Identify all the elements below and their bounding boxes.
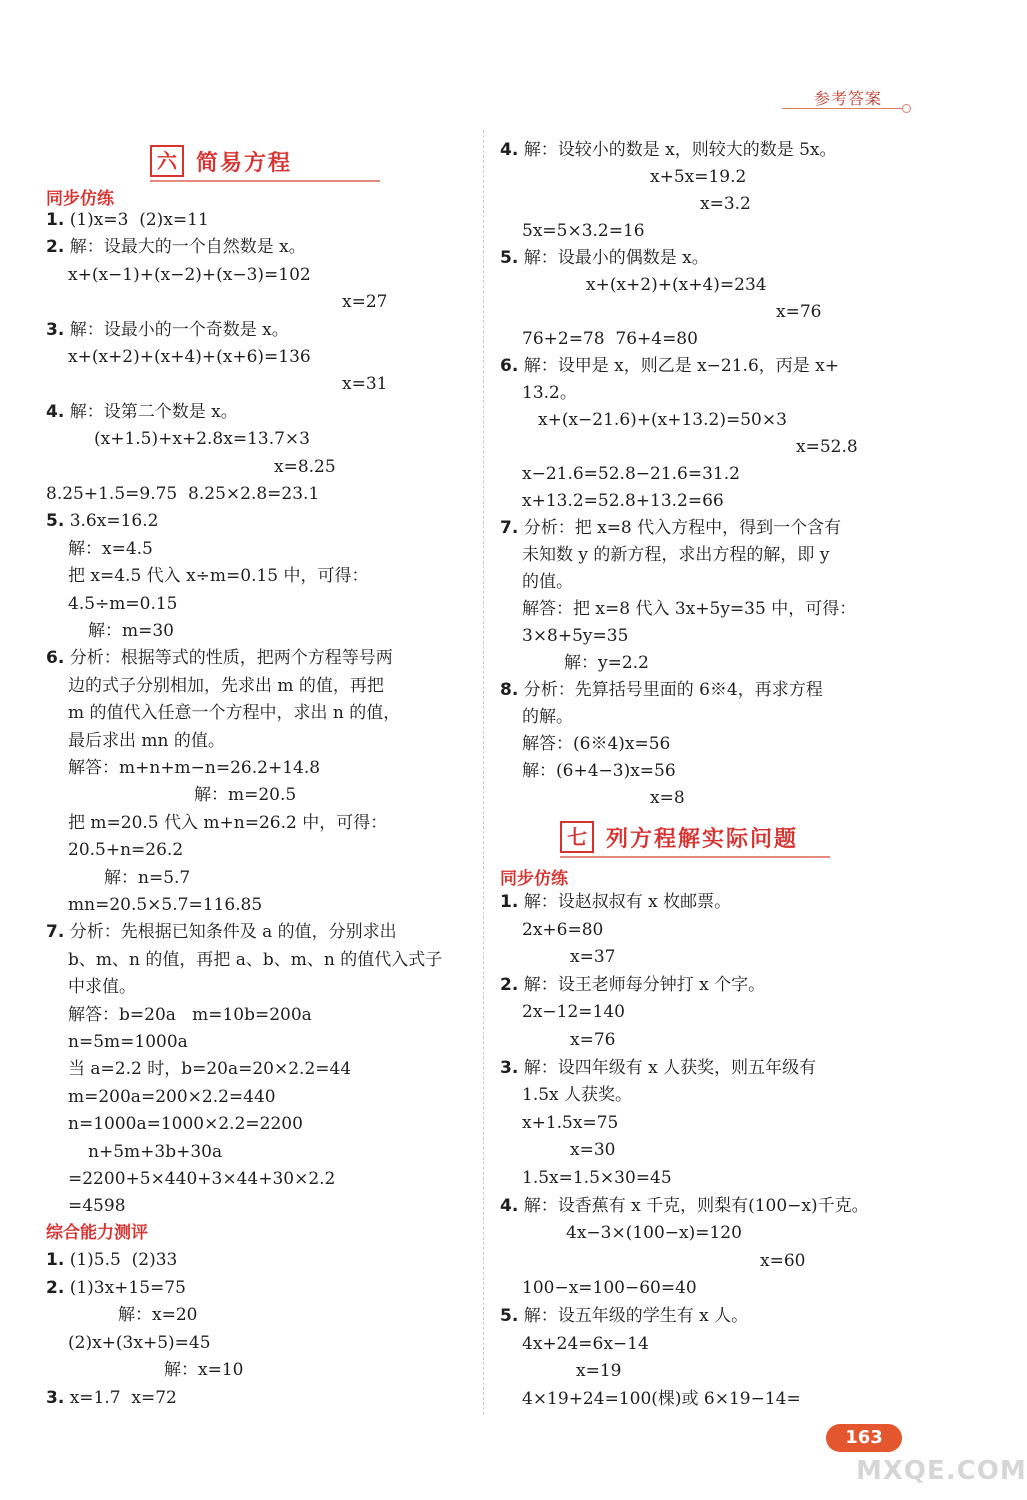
answer-text: (x+1.5)+x+2.8x=13.7×3: [94, 429, 310, 450]
section-title: 同步仿练: [46, 189, 114, 209]
answer-line: [68, 838, 183, 862]
answer-text: 100−x=100−60=40: [522, 1278, 697, 1299]
answer-text: 4.5÷m=0.15: [68, 593, 178, 614]
answer-text: x+(x−1)+(x−2)+(x−3)=102: [68, 264, 311, 285]
answer-line: [88, 619, 174, 643]
answer-text: 最后求出 mn 的值。: [68, 730, 225, 751]
answer-line: [88, 1140, 222, 1164]
question-number: 3.: [500, 1057, 519, 1078]
question-number: 7.: [46, 922, 65, 943]
answer-line: [500, 354, 839, 378]
answer-line: [522, 705, 573, 729]
question-number: 5.: [500, 248, 519, 268]
question-number: 6.: [46, 648, 65, 669]
answer-text: x=19: [576, 1361, 622, 1382]
answer-text: 解：设五年级的学生有 x 人。: [518, 1306, 749, 1326]
answer-text: x+1.5x=75: [522, 1112, 619, 1133]
answer-text: 把 m=20.5 代入 m+n=26.2 中，可得：: [68, 812, 388, 833]
answer-line: [538, 408, 787, 432]
answer-line: [522, 1111, 618, 1135]
answer-line: [164, 1358, 243, 1382]
answer-line: [500, 1304, 748, 1328]
question-number: 1.: [500, 892, 519, 912]
answer-line: [68, 564, 369, 588]
answer-line: [46, 482, 319, 506]
answer-line: [522, 219, 645, 243]
question-number: 2.: [46, 237, 65, 258]
answer-line: [522, 624, 628, 648]
watermark-text: MXQE.COM: [856, 1456, 1027, 1486]
answer-line: [68, 1112, 303, 1136]
answer-line: [68, 592, 178, 616]
answer-text: 分析：先算括号里面的 6※4，再求方程: [518, 680, 823, 700]
answer-text: x=1.7 x=72: [64, 1388, 177, 1408]
answer-text: 4×19+24=100(棵)或 6×19−14=: [522, 1388, 801, 1409]
answer-line: [500, 1056, 816, 1080]
answer-line: [700, 192, 751, 216]
answer-text: 2x−12=140: [522, 1002, 625, 1023]
answer-text: b、m、n 的值，再把 a、b、m、n 的值代入式子: [68, 949, 443, 970]
answer-line: [522, 543, 829, 567]
answer-line: [68, 729, 225, 753]
answer-text: 解：y=2.2: [564, 653, 649, 673]
chapter-number: 七: [560, 821, 594, 853]
answer-line: [46, 920, 397, 944]
answer-text: 解答：(6※4)x=56: [522, 734, 671, 754]
answer-text: x+13.2=52.8+13.2=66: [522, 491, 724, 511]
answer-line: [68, 756, 320, 780]
answer-line: [94, 427, 310, 451]
answer-text: 3.6x=16.2: [64, 511, 159, 532]
answer-line: [522, 489, 724, 513]
answer-text: mn=20.5×5.7=116.85: [68, 895, 263, 915]
answer-text: 解答：m+n+m−n=26.2+14.8: [68, 758, 321, 778]
answer-line: [46, 509, 158, 533]
question-number: 3.: [46, 319, 65, 340]
answer-line: [570, 945, 615, 969]
answer-text: x+(x−21.6)+(x+13.2)=50×3: [538, 410, 787, 430]
chapter-underline: [560, 856, 830, 858]
answer-text: 13.2。: [522, 383, 577, 403]
answer-text: 解答：b=20a m=10b=200a: [68, 1004, 312, 1025]
answer-text: x=30: [570, 1140, 616, 1161]
answer-text: =2200+5×440+3×44+30×2.2: [68, 1169, 336, 1189]
answer-line: [570, 1028, 615, 1052]
answer-text: 解：设四年级有 x 人获奖，则五年级有: [518, 1057, 817, 1078]
answer-line: [500, 678, 823, 702]
answer-line: [500, 973, 765, 997]
answer-text: 3×8+5y=35: [522, 626, 629, 646]
answer-text: =4598: [68, 1196, 126, 1217]
answer-line: [522, 597, 856, 621]
answer-line: [68, 811, 387, 835]
chapter-title: 简易方程: [196, 149, 293, 176]
answer-text: m=200a=200×2.2=440: [68, 1086, 276, 1107]
answer-text: 解：m=20.5: [194, 785, 297, 806]
answer-text: (1)x=3 (2)x=11: [64, 210, 209, 230]
answer-text: 解：n=5.7: [104, 867, 191, 888]
question-number: 3.: [46, 1388, 65, 1408]
answer-text: 解：设最小的一个奇数是 x。: [64, 319, 289, 340]
question-number: 5.: [500, 1306, 519, 1326]
answer-text: 解：设甲是 x，则乙是 x−21.6，丙是 x+: [518, 356, 840, 376]
answer-line: [46, 400, 238, 424]
answer-text: x=3.2: [700, 194, 751, 214]
answer-text: 分析：根据等式的性质，把两个方程等号两: [64, 648, 393, 669]
question-number: 4.: [500, 140, 519, 160]
answer-line: [776, 300, 821, 324]
answer-line: [68, 1003, 312, 1027]
answer-text: 解：设最小的偶数是 x。: [518, 248, 709, 268]
answer-text: x=76: [776, 302, 822, 322]
answer-text: 解答：把 x=8 代入 3x+5y=35 中，可得：: [522, 599, 857, 619]
answer-text: (1)3x+15=75: [64, 1277, 186, 1298]
question-number: 1.: [46, 1250, 65, 1270]
question-number: 8.: [500, 680, 519, 700]
answer-text: x=76: [570, 1030, 616, 1050]
answer-text: n+5m+3b+30a: [88, 1141, 223, 1162]
header-dot: [902, 104, 911, 113]
answer-text: x=8: [650, 788, 685, 808]
answer-text: (2)x+(3x+5)=45: [68, 1332, 211, 1353]
answer-text: 当 a=2.2 时，b=20a=20×2.2=44: [68, 1059, 352, 1080]
answer-line: [46, 1386, 177, 1410]
answer-line: [522, 327, 698, 351]
answer-line: [570, 1138, 615, 1162]
answer-line: [522, 759, 676, 783]
answer-text: 4x−3×(100−x)=120: [566, 1223, 742, 1244]
answer-text: x−21.6=52.8−21.6=31.2: [522, 464, 740, 484]
answer-line: [68, 1030, 188, 1054]
chapter-number: 六: [150, 145, 184, 177]
header-rule: [782, 108, 906, 109]
answer-text: 未知数 y 的新方程，求出方程的解，即 y: [522, 545, 830, 565]
answer-line: [522, 1083, 632, 1107]
answer-line: [68, 674, 384, 698]
answer-line: [68, 1057, 351, 1081]
answer-text: 解：设最大的一个自然数是 x。: [64, 237, 306, 258]
answer-line: [46, 646, 393, 670]
question-number: 4.: [46, 401, 65, 422]
question-number: 7.: [500, 518, 519, 538]
answer-line: [118, 1303, 197, 1327]
answer-line: [522, 918, 603, 942]
answer-line: [342, 372, 387, 396]
answer-text: x=52.8: [796, 437, 858, 457]
answer-text: 20.5+n=26.2: [68, 840, 184, 861]
answer-text: 5x=5×3.2=16: [522, 221, 645, 241]
answer-text: 4x+24=6x−14: [522, 1333, 649, 1354]
answer-text: 解：设香蕉有 x 千克，则梨有(100−x)千克。: [518, 1195, 869, 1216]
answer-line: [522, 570, 573, 594]
answer-line: [342, 290, 387, 314]
answer-line: [68, 537, 153, 561]
answer-line: [68, 948, 442, 972]
answer-text: x=60: [760, 1250, 806, 1271]
answer-text: 解：设赵叔叔有 x 枚邮票。: [518, 892, 732, 912]
header-label: 参考答案: [814, 89, 883, 108]
answer-line: [522, 1000, 625, 1024]
answer-line: [68, 893, 262, 917]
answer-line: [566, 1221, 742, 1245]
answer-line: [274, 455, 336, 479]
answer-line: [522, 1387, 801, 1411]
answer-text: 边的式子分别相加，先求出 m 的值，再把: [68, 675, 384, 696]
answer-line: [68, 1085, 276, 1109]
chapter-heading-six: [150, 144, 292, 178]
answer-text: n=5m=1000a: [68, 1032, 188, 1052]
answer-line: [522, 1166, 672, 1190]
answer-text: 的解。: [522, 707, 573, 727]
answer-line: [68, 263, 311, 287]
answer-line: [68, 345, 311, 369]
answer-text: 2x+6=80: [522, 919, 604, 940]
answer-line: [522, 381, 577, 405]
answer-text: x=37: [570, 947, 616, 968]
answer-text: 分析：先根据已知条件及 a 的值，分别求出: [64, 922, 397, 943]
answer-text: 1.5x=1.5×30=45: [522, 1168, 672, 1188]
question-number: 1.: [46, 210, 65, 230]
answer-text: (1)5.5 (2)33: [64, 1250, 178, 1270]
answer-line: [522, 1276, 697, 1300]
answer-line: [46, 318, 289, 342]
answer-line: [522, 732, 670, 756]
answer-line: [760, 1249, 805, 1273]
answer-text: x=8.25: [274, 456, 336, 477]
answer-text: 76+2=78 76+4=80: [522, 329, 698, 349]
question-number: 2.: [500, 974, 519, 995]
answer-line: [68, 701, 400, 725]
page-number: 163: [826, 1424, 902, 1452]
answer-line: [522, 1332, 649, 1356]
chapter-underline: [150, 180, 380, 182]
answer-text: 解：m=30: [88, 621, 174, 641]
answer-line: [46, 235, 306, 259]
answer-line: [500, 516, 841, 540]
answer-text: x+(x+2)+(x+4)=234: [586, 275, 767, 295]
answer-text: x+5x=19.2: [650, 167, 747, 187]
answer-line: [796, 435, 858, 459]
question-number: 4.: [500, 1195, 519, 1216]
section-title: 综合能力测评: [46, 1223, 148, 1243]
answer-line: [500, 1194, 869, 1218]
answer-line: [650, 165, 746, 189]
answer-text: n=1000a=1000×2.2=2200: [68, 1114, 303, 1135]
answer-text: 解：设王老师每分钟打 x 个字。: [518, 974, 766, 995]
answer-line: [500, 138, 837, 162]
answer-line: [68, 1331, 211, 1355]
chapter-title: 列方程解实际问题: [606, 825, 799, 852]
answer-line: [586, 273, 767, 297]
question-number: 5.: [46, 511, 65, 532]
answer-line: [576, 1359, 621, 1383]
answer-text: x+(x+2)+(x+4)+(x+6)=136: [68, 347, 311, 367]
answer-text: 解：x=10: [164, 1360, 244, 1381]
answer-line: [564, 651, 649, 675]
answer-line: [68, 1194, 126, 1218]
question-number: 6.: [500, 356, 519, 376]
answer-line: [68, 975, 136, 999]
answer-text: m 的值代入任意一个方程中，求出 n 的值，: [68, 703, 401, 724]
answer-text: 解：设第二个数是 x。: [64, 401, 238, 422]
answer-line: [46, 208, 209, 232]
answer-text: 把 x=4.5 代入 x÷m=0.15 中，可得：: [68, 566, 369, 587]
answer-text: x=27: [342, 292, 388, 313]
answer-text: 解：(6+4−3)x=56: [522, 761, 676, 781]
answer-text: 解：x=4.5: [68, 538, 153, 559]
answer-line: [522, 462, 740, 486]
answer-line: [68, 1167, 335, 1191]
answer-line: [46, 1248, 177, 1272]
answer-line: [500, 890, 731, 914]
answer-text: 8.25+1.5=9.75 8.25×2.8=23.1: [46, 484, 320, 504]
answer-text: 中求值。: [68, 977, 136, 998]
answer-text: x=31: [342, 374, 388, 395]
answer-text: 解：设较小的数是 x，则较大的数是 5x。: [518, 140, 837, 160]
section-title: 同步仿练: [500, 869, 568, 889]
answer-line: [500, 246, 709, 270]
question-number: 2.: [46, 1277, 65, 1298]
column-divider: [483, 130, 484, 1415]
chapter-heading-seven: [560, 820, 798, 854]
answer-line: [104, 866, 190, 890]
answer-line: [650, 786, 685, 810]
answer-line: [46, 1276, 186, 1300]
answer-text: 解：x=20: [118, 1305, 198, 1326]
answer-text: 1.5x 人获奖。: [522, 1085, 633, 1106]
answer-text: 分析：把 x=8 代入方程中，得到一个含有: [518, 518, 842, 538]
answer-text: 的值。: [522, 572, 573, 592]
answer-line: [194, 783, 296, 807]
